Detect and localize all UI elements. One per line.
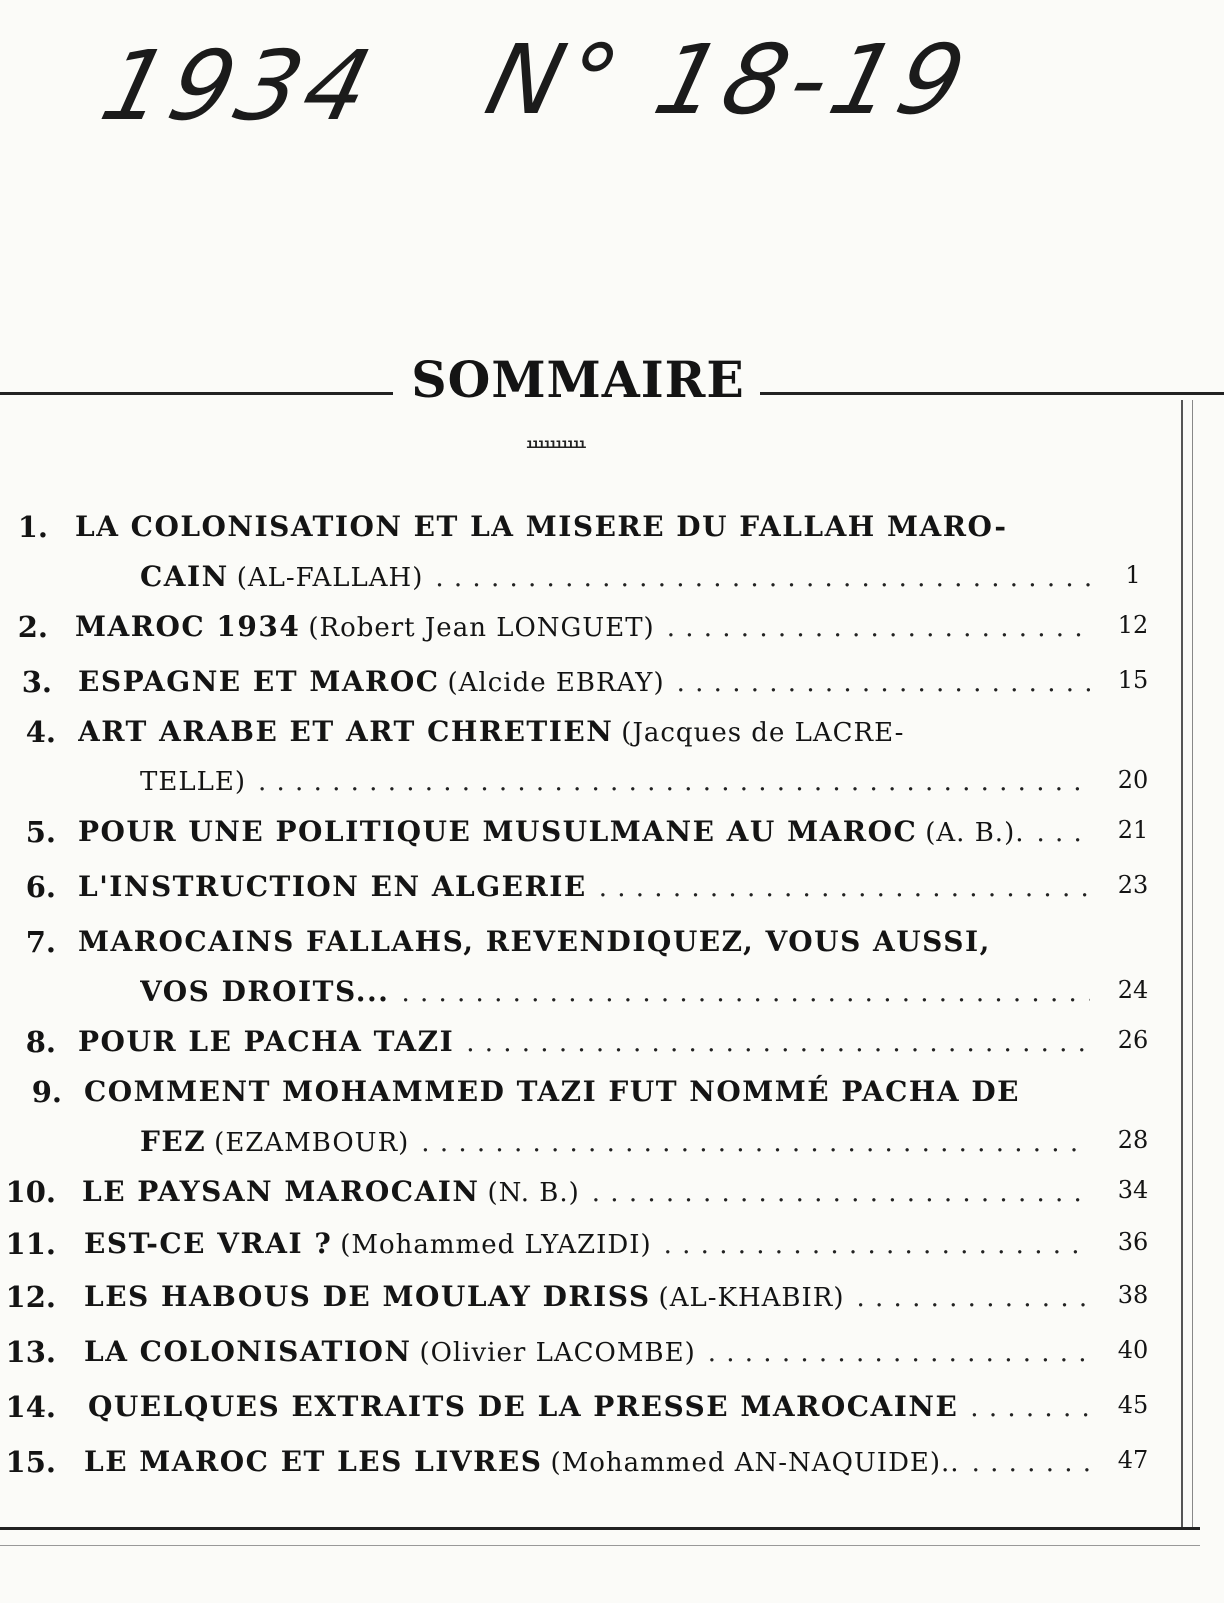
toc-entry-title: COMMENT MOHAMMED TAZI FUT NOMMÉ PACHA DE (84, 1075, 1020, 1108)
heading-rule-right (760, 392, 1224, 395)
toc-entry-author: (EZAMBOUR) (214, 1128, 410, 1158)
toc-entry-line (84, 1222, 1090, 1266)
toc-dot-leader (435, 556, 1090, 599)
toc-entry-title: MAROCAINS FALLAHS, REVENDIQUEZ, VOUS AUSSI, (78, 925, 991, 958)
toc-entry-line (84, 1070, 1090, 1114)
toc-dot-leader (1036, 811, 1090, 854)
toc-entry-page-number: 34 (1117, 1176, 1149, 1204)
toc-entry-title: POUR LE PACHA TAZI (78, 1025, 455, 1058)
toc-entry-line (75, 505, 1090, 549)
page-title: SOMMAIRE (411, 350, 745, 409)
toc-entry-line (140, 555, 1090, 599)
toc-entry-page-number: 38 (1117, 1281, 1149, 1309)
right-border-line-inner (1192, 400, 1193, 1530)
toc-entry-page-number: 1 (1125, 561, 1141, 589)
toc-entry-line (78, 710, 1090, 754)
toc-entry-line (88, 1385, 1090, 1429)
toc-dot-leader (667, 606, 1090, 649)
toc-entry-title: EST-CE VRAI ? (84, 1227, 333, 1260)
toc-dot-leader (857, 1276, 1091, 1319)
toc-entry-author: (AL-FALLAH) (236, 563, 424, 593)
toc-entry-page-number: 40 (1117, 1336, 1149, 1364)
toc-dot-leader (972, 1441, 1090, 1484)
toc-dot-leader (466, 1021, 1090, 1064)
toc-entry-author: (Robert Jean LONGUET) (308, 613, 655, 643)
bottom-rule-thin (0, 1545, 1200, 1546)
toc-entry-author: (Mohammed LYAZIDI) (340, 1230, 652, 1260)
toc-entry-number: 6. (25, 870, 56, 904)
toc-entry-page-number: 20 (1117, 766, 1149, 794)
toc-dot-leader (599, 866, 1090, 909)
toc-entry-title: LE PAYSAN MAROCAIN (82, 1175, 480, 1208)
toc-dot-leader (664, 1223, 1090, 1266)
toc-entry-author: (N. B.) (487, 1178, 580, 1208)
toc-entry-number: 14. (5, 1390, 56, 1424)
toc-entry-line (140, 1120, 1090, 1164)
toc-entry-line (75, 605, 1090, 649)
toc-entry-title: POUR UNE POLITIQUE MUSULMANE AU MAROC (78, 815, 918, 848)
toc-entry-title: CAIN (140, 560, 229, 593)
toc-entry-author: (A. B.). (925, 818, 1025, 848)
handwritten-year: 1934 (91, 30, 388, 142)
toc-entry-page-number: 23 (1117, 871, 1149, 899)
toc-entry-title: ART ARABE ET ART CHRETIEN (78, 715, 614, 748)
toc-entry-author: TELLE) (140, 767, 246, 797)
toc-entry-number: 13. (5, 1335, 56, 1369)
toc-entry-line (78, 1020, 1090, 1064)
toc-entry-line (84, 1330, 1090, 1374)
toc-entry-page-number: 21 (1117, 816, 1149, 844)
toc-entry-number: 7. (25, 925, 56, 959)
toc-entry-page-number: 12 (1117, 611, 1149, 639)
toc-entry-title: MAROC 1934 (75, 610, 301, 643)
ornament-divider: ıııııııııı (526, 437, 585, 452)
handwritten-annotation (0, 0, 1224, 230)
toc-entry-page-number: 26 (1117, 1026, 1149, 1054)
toc-entry-title: L'INSTRUCTION EN ALGERIE (78, 870, 587, 903)
heading-row (0, 350, 1224, 410)
toc-dot-leader (592, 1171, 1090, 1214)
toc-entry-title: ESPAGNE ET MAROC (78, 665, 440, 698)
toc-entry-number: 11. (5, 1227, 56, 1261)
toc-entry-author: (Jacques de LACRE- (621, 718, 905, 748)
toc-entry-page-number: 24 (1117, 976, 1149, 1004)
toc-entry-page-number: 15 (1117, 666, 1149, 694)
toc-entry-page-number: 47 (1117, 1446, 1149, 1474)
toc-entry-number: 1. (17, 510, 48, 544)
toc-entry-number: 2. (17, 610, 48, 644)
toc-entry-line (82, 1170, 1090, 1214)
toc-dot-leader (421, 1121, 1090, 1164)
toc-entry-number: 4. (25, 715, 56, 749)
toc-entry-number: 5. (25, 815, 56, 849)
toc-entry-page-number: 45 (1117, 1391, 1149, 1419)
toc-entry-author: (Alcide EBRAY) (447, 668, 665, 698)
toc-entry-line (84, 1440, 1090, 1484)
toc-entry-title: LA COLONISATION (84, 1335, 412, 1368)
toc-entry-line (78, 810, 1090, 854)
heading-rule-left (0, 392, 393, 395)
right-border-line (1181, 400, 1183, 1530)
toc-entry-number: 12. (5, 1280, 56, 1314)
bottom-rule (0, 1527, 1200, 1530)
toc-entry-number: 3. (21, 665, 52, 699)
toc-entry-number: 9. (31, 1075, 62, 1109)
toc-entry-title: LE MAROC ET LES LIVRES (84, 1445, 543, 1478)
toc-entry-line (84, 1275, 1090, 1319)
toc-entry-line (78, 865, 1090, 909)
toc-entry-number: 8. (25, 1025, 56, 1059)
toc-dot-leader (401, 971, 1090, 1014)
toc-entry-line (140, 760, 1090, 804)
toc-dot-leader (258, 760, 1090, 804)
toc-entry-title: FEZ (140, 1125, 207, 1158)
toc-dot-leader (970, 1386, 1090, 1429)
toc-entry-line (78, 920, 1090, 964)
toc-entry-line (78, 660, 1090, 704)
toc-dot-leader (677, 661, 1090, 704)
toc-entry-title: LES HABOUS DE MOULAY DRISS (84, 1280, 651, 1313)
toc-entry-author: (AL-KHABIR) (658, 1283, 845, 1313)
toc-entry-line (140, 970, 1090, 1014)
handwritten-issue-number: N° 18-19 (476, 24, 982, 136)
toc-entry-number: 10. (5, 1175, 56, 1209)
toc-entry-number: 15. (5, 1445, 56, 1479)
toc-dot-leader (708, 1331, 1090, 1374)
toc-entry-title: LA COLONISATION ET LA MISERE DU FALLAH MARO- (75, 510, 1008, 543)
toc-entry-page-number: 36 (1117, 1228, 1149, 1256)
toc-entry-author: (Mohammed AN-NAQUIDE).. (550, 1448, 960, 1478)
toc-entry-title: QUELQUES EXTRAITS DE LA PRESSE MAROCAINE (88, 1390, 959, 1423)
toc-entry-author: (Olivier LACOMBE) (419, 1338, 696, 1368)
toc-entry-title: VOS DROITS... (140, 975, 390, 1008)
toc-entry-page-number: 28 (1117, 1126, 1149, 1154)
